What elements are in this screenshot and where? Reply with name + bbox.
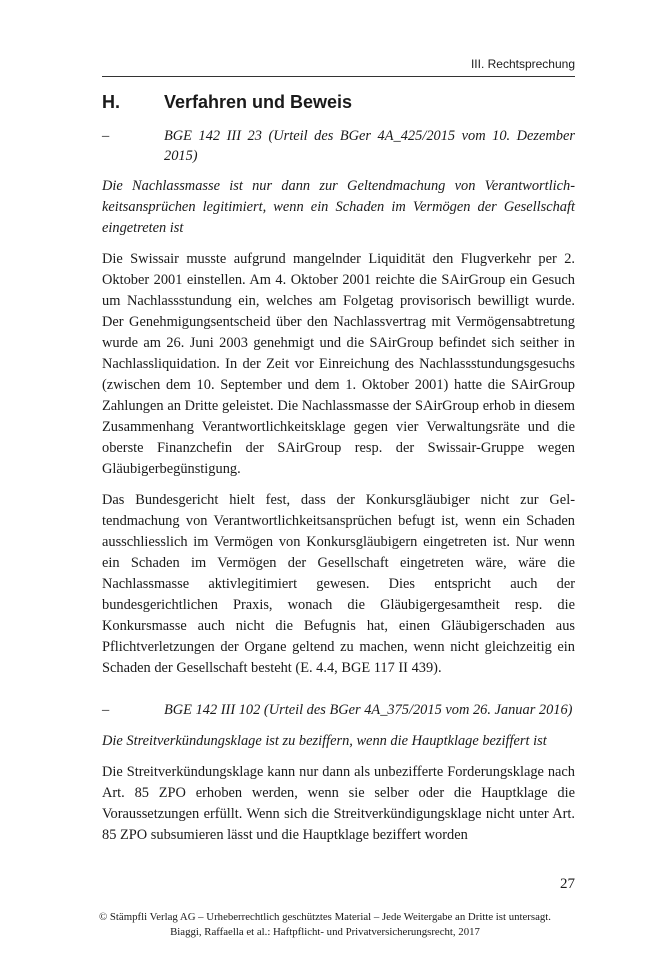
footer-citation-line: Biaggi, Raffaella et al.: Haftpflicht- und Privatversicherungsrecht, 2017	[170, 926, 480, 938]
case-reference-text: BGE 142 III 102 (Urteil des BGer 4A_375/2015 vom 26. Januar 2016)	[164, 702, 573, 718]
case-reference-2	[102, 701, 575, 721]
case-dash: –	[102, 128, 110, 144]
case-holding-2: Die Streitverkündungsklage ist zu beziffern, wenn die Hauptklage beziffert ist	[102, 732, 547, 749]
running-header: III. Rechtsprechung	[470, 57, 575, 71]
case2-paragraph-1: Die Streitverkündungsklage kann nur dann als unbezifferte Forderungsklage nach Art. 85 ZPO erhoben werden, wenn sie selber oder die Hauptklage die Voraussetzungen erfüllt. Wenn sich die Streitverkündigungsklage nicht unter Art. 85 ZPO subsumieren lässt und die Hauptklage beziffert worden	[102, 763, 575, 843]
section-title: Verfahren und Beweis	[164, 92, 353, 112]
copyright-footer	[0, 910, 650, 940]
section-heading	[102, 92, 575, 113]
case-dash: –	[102, 702, 110, 718]
footer-copyright-line: © Stämpfli Verlag AG – Urheberrechtlich geschütztes Material – Jede Weitergabe an Dritte ist untersagt.	[99, 911, 551, 923]
page-number: 27	[560, 876, 575, 892]
header-rule	[102, 76, 575, 77]
case1-paragraph-2: Das Bundesgericht hielt fest, dass der Konkursgläubiger nicht zur Geltendmachung von Verantwortlichkeitsansprüchen befugt ist, wenn ein Schaden ausschliesslich im Vermögen von Konkursgläubigern eingetreten ist. Nur wenn ein Schaden im Vermögen der Gesellschaft eingetreten wäre, wäre die Nachlassmasse aktivlegitimiert gewesen. Dies entspricht auch der bundesgerichtlichen Praxis, wonach die Gläubigergesamtheit resp. die Konkursmasse auch nicht die Befugnis hat, einen Gläubigerschaden aus Pflichtverletzungen der Organe geltend zu machen, wenn nicht gleichzeitig ein Schaden der Gesellschaft besteht (E. 4.4, BGE 117 II 439).	[102, 492, 575, 676]
case-reference-text: BGE 142 III 23 (Urteil des BGer 4A_425/2015 vom 10. Dezember 2015)	[164, 128, 575, 164]
case1-paragraph-1: Die Swissair musste aufgrund mangelnder Liquidität den Flugverkehr per 2. Oktober 2001 einstellen. Am 4. Oktober 2001 reichte die SAirGroup ein Gesuch um Nachlassstundung ein, welches am Folgetag provisorisch bewilligt wurde. Der Genehmigungsentscheid über den Nachlassvertrag mit Vermögensabtretung wurde am 26. Juni 2003 genehmigt und die SAirGroup befindet sich seither in Nachlassliquidation. In der Zeit vor Einreichung des Nachlassstundungsgesuchs (zwischen dem 10. September und dem 1. Oktober 2001) hatte die SAirGroup Zahlungen an Dritte geleistet. Die Nachlassmasse der SAirGroup erhob in diesem Zusammenhang Verantwortlichkeitsklage gegen vier Verwaltungsräte und die oberste Finanzchefin der SAirGroup resp. der Swissair-Gruppe wegen Gläubigerbegünstigung.	[102, 251, 575, 477]
section-number: H.	[102, 92, 120, 112]
case-holding-1: Die Nachlassmasse ist nur dann zur Geltendmachung von Verantwortlichkeitsansprüchen legitimiert, wenn ein Schaden im Vermögen der Gesellschaft eingetreten ist	[102, 178, 575, 236]
case-reference-1	[102, 127, 575, 166]
page-body	[102, 92, 575, 856]
